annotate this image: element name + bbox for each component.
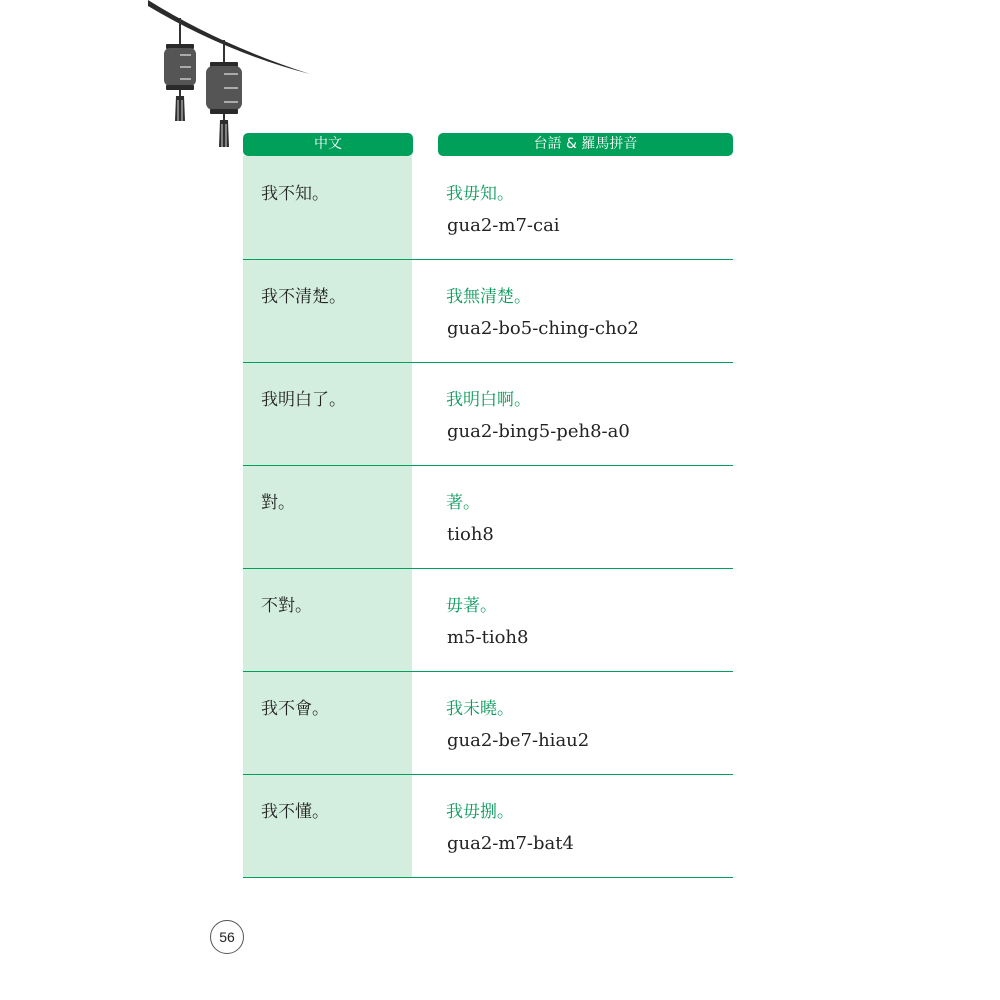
taiwanese-phrase: 著。: [446, 493, 480, 513]
chinese-phrase: 我不知。: [261, 184, 329, 204]
taiwanese-phrase: 我未曉。: [446, 699, 514, 719]
taiwanese-phrase: 我明白啊。: [446, 390, 531, 410]
phrase-row: [243, 260, 733, 363]
page-number: 56: [210, 920, 244, 954]
romanization: gua2-be7-hiau2: [447, 730, 590, 751]
phrase-row: [243, 466, 733, 569]
romanization: m5-tioh8: [447, 627, 529, 648]
taiwanese-phrase: 我毋捌。: [446, 802, 514, 822]
chinese-phrase: 我不懂。: [261, 802, 329, 822]
chinese-phrase: 我不清楚。: [261, 287, 346, 307]
header-taiwanese-romanization: 台語 & 羅馬拼音: [438, 133, 733, 156]
phrase-row: [243, 569, 733, 672]
phrase-row: [243, 157, 733, 260]
romanization: gua2-m7-cai: [447, 215, 560, 236]
phrase-row: [243, 363, 733, 466]
romanization: gua2-bo5-ching-cho2: [447, 318, 639, 339]
taiwanese-phrase: 我毋知。: [446, 184, 514, 204]
phrase-row: [243, 775, 733, 878]
chinese-phrase: 我不會。: [261, 699, 329, 719]
romanization: gua2-bing5-peh8-a0: [447, 421, 630, 442]
taiwanese-phrase: 我無清楚。: [446, 287, 531, 307]
header-chinese: 中文: [243, 133, 413, 156]
phrase-row: [243, 672, 733, 775]
chinese-phrase: 我明白了。: [261, 390, 346, 410]
taiwanese-phrase: 毋著。: [446, 596, 497, 616]
romanization: gua2-m7-bat4: [447, 833, 574, 854]
romanization: tioh8: [447, 524, 494, 545]
chinese-phrase: 不對。: [261, 596, 312, 616]
chinese-phrase: 對。: [261, 493, 295, 513]
